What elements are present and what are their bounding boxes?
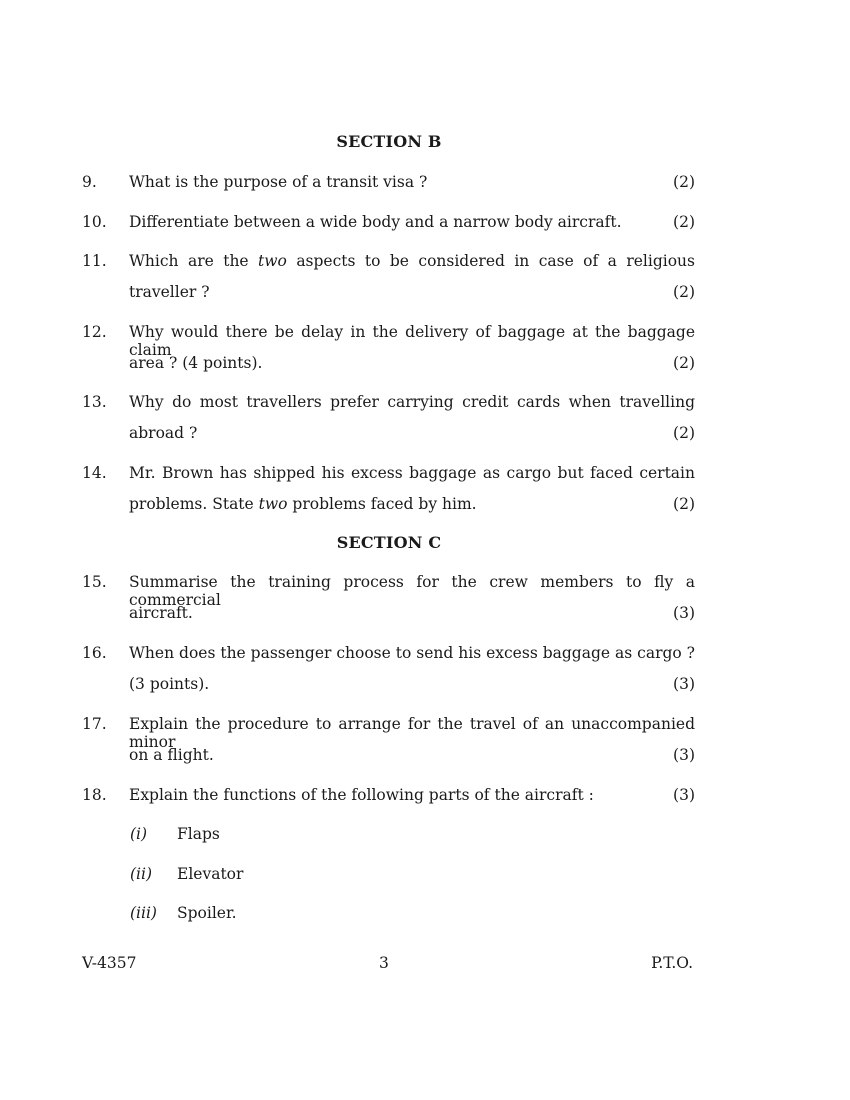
question-number: 10. (82, 213, 107, 231)
sub-item-numeral: (iii) (130, 904, 157, 922)
question-number: 13. (82, 393, 107, 411)
question-marks: (2) (673, 424, 695, 442)
question-marks: (2) (673, 173, 695, 191)
question-text-line-1 (129, 252, 695, 270)
question-number: 12. (82, 323, 107, 341)
text-part: aspects to be considered in case of a religious (296, 252, 695, 270)
question-number: 9. (82, 173, 97, 191)
question-text-line-1: Why do most travellers prefer carrying credit cards when travelling (129, 393, 695, 411)
question-text-line-1: Mr. Brown has shipped his excess baggage as cargo but faced certain (129, 464, 695, 482)
question-text-line-2: area ? (4 points). (129, 354, 263, 372)
question-text-line-1: When does the passenger choose to send his excess baggage as cargo ? (129, 644, 695, 662)
question-text-line-2 (129, 495, 695, 513)
question-text: Explain the functions of the following parts of the aircraft : (129, 786, 594, 804)
question-number: 17. (82, 715, 107, 733)
question-text-line-2: aircraft. (129, 604, 193, 622)
page-number: 3 (379, 954, 389, 972)
question-text-line-1: Summarise the training process for the crew members to fly a commercial (129, 573, 695, 609)
question-marks: (3) (673, 746, 695, 764)
question-number: 16. (82, 644, 107, 662)
emphasis-text: two (258, 495, 288, 513)
paper-code: V-4357 (82, 954, 137, 972)
question-text-line-1: Why would there be delay in the delivery of baggage at the baggage claim (129, 323, 695, 359)
question-text-line-1: Explain the procedure to arrange for the travel of an unaccompanied minor (129, 715, 695, 751)
question-number: 14. (82, 464, 107, 482)
question-marks: (2) (673, 213, 695, 231)
question-marks: (3) (673, 604, 695, 622)
question-marks: (2) (673, 495, 695, 513)
question-marks: (3) (673, 786, 695, 804)
sub-item-numeral: (i) (130, 825, 148, 843)
question-marks: (3) (673, 675, 695, 693)
question-number: 15. (82, 573, 107, 591)
question-number: 11. (82, 252, 107, 270)
text-part: Which are the (129, 252, 249, 270)
section-b-title: SECTION B (336, 132, 442, 151)
sub-item-text: Flaps (177, 825, 220, 843)
sub-item-numeral: (ii) (130, 865, 153, 883)
question-text-line-2: (3 points). (129, 675, 210, 693)
question-text: What is the purpose of a transit visa ? (129, 173, 428, 191)
emphasis-text: two (258, 252, 287, 270)
sub-item-text: Spoiler. (177, 904, 237, 922)
question-text-line-2: on a flight. (129, 746, 214, 764)
text-part: problems. State (129, 495, 254, 513)
section-c-title: SECTION C (336, 533, 442, 552)
sub-item-text: Elevator (177, 865, 244, 883)
question-text-line-2: abroad ? (129, 424, 198, 442)
question-text-line-2: traveller ? (129, 283, 210, 301)
please-turn-over: P.T.O. (651, 954, 693, 972)
question-number: 18. (82, 786, 107, 804)
text-part: problems faced by him. (292, 495, 477, 513)
question-marks: (2) (673, 354, 695, 372)
question-text: Differentiate between a wide body and a narrow body aircraft. (129, 213, 622, 231)
question-marks: (2) (673, 283, 695, 301)
